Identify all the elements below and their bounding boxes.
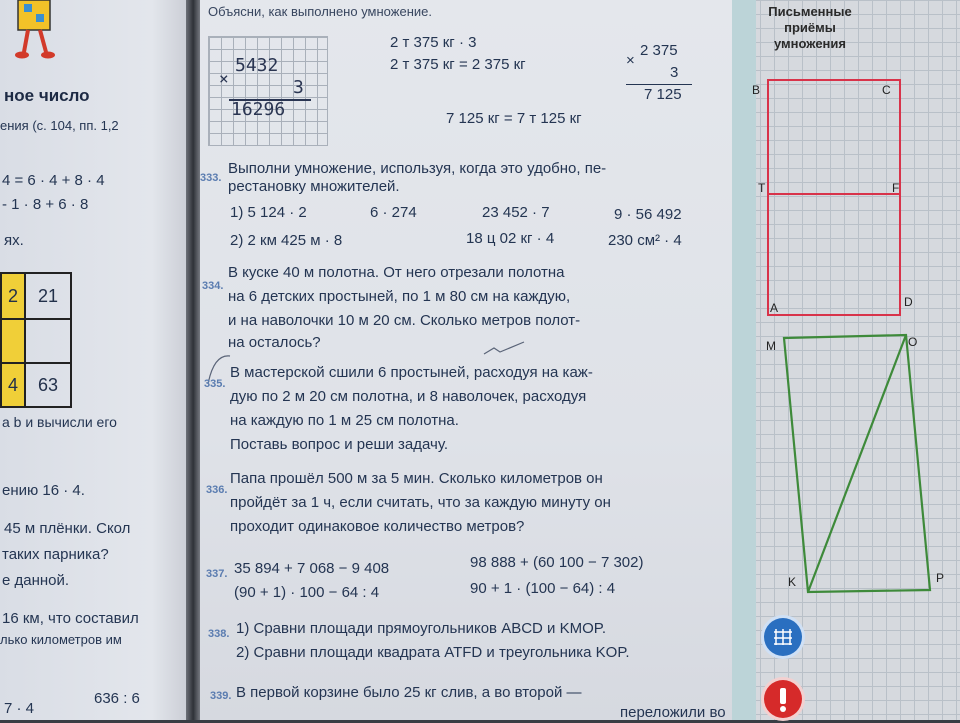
problem-333-expr: 9 · 56 492 xyxy=(614,206,682,223)
problem-number: 336. xyxy=(206,484,228,496)
cut-instruction: Объясни, как выполнено умножение. xyxy=(208,4,432,19)
left-line-f: 16 км, что составил xyxy=(2,610,139,627)
diagonal-ko xyxy=(808,335,906,592)
table-cell xyxy=(26,320,70,364)
problem-339-line: В первой корзине было 25 кг слив, а во второй — xyxy=(236,684,582,701)
problem-333-line: Выполни умножение, используя, когда это удобно, пе- xyxy=(228,160,607,177)
table-cell: 2 xyxy=(2,274,26,320)
vertex-label: F xyxy=(892,181,900,195)
column-times-sign: × xyxy=(626,52,635,69)
left-page xyxy=(0,0,190,720)
vertex-label: M xyxy=(766,339,776,353)
problem-336-line: пройдёт за 1 ч, если считать, что за каждую минуту он xyxy=(230,494,611,511)
left-word: ях. xyxy=(4,232,24,249)
column-multiplicand: 2 375 xyxy=(640,42,678,59)
problem-335-line: на каждую по 1 м 25 см полотна. xyxy=(230,412,459,429)
problem-333-expr: 6 · 274 xyxy=(370,204,417,221)
grid-multiplier: 3 xyxy=(293,77,304,98)
problem-333-expr: 18 ц 02 кг · 4 xyxy=(466,230,555,247)
left-equation-1: 4 = 6 · 4 + 8 · 4 xyxy=(2,172,105,189)
table-cell xyxy=(2,320,26,364)
grid-icon xyxy=(764,618,802,656)
problem-333-expr: 1) 5 124 · 2 xyxy=(230,204,307,221)
left-ref-line: ения (с. 104, пп. 1,2 xyxy=(0,118,119,133)
exclamation-icon xyxy=(764,680,802,718)
cartoon-character-illustration xyxy=(10,0,70,62)
problem-number: 335. xyxy=(204,378,226,390)
problem-334-line: и на наволочки 10 м 20 см. Сколько метров полот- xyxy=(228,312,581,329)
problem-number: 338. xyxy=(208,628,230,640)
grid-result: 16296 xyxy=(231,99,286,120)
problem-334-line: на осталось? xyxy=(228,334,321,351)
problem-339-line: переложили во xyxy=(620,704,726,720)
problem-number: 339. xyxy=(210,690,232,702)
problem-336-line: проходит одинаковое количество метров? xyxy=(230,518,525,535)
problem-number: 334. xyxy=(202,280,224,292)
table-cell: 63 xyxy=(37,375,59,395)
sidebar-title-line: Письменные xyxy=(768,4,852,19)
vertex-label: B xyxy=(752,83,761,97)
vertex-label: O xyxy=(908,335,918,349)
sidebar-title-line: умножения xyxy=(773,36,846,51)
problem-335-line: В мастерской сшили 6 простыней, расходуя на каж- xyxy=(230,364,593,381)
grid-button[interactable] xyxy=(764,618,802,656)
left-line-g: лько километров им xyxy=(0,632,122,647)
problem-336-line: Папа прошёл 500 м за 5 мин. Сколько километров он xyxy=(230,470,603,487)
left-heading: ное число xyxy=(4,86,90,105)
left-bottom-expr-1: 7 · 4 xyxy=(4,700,35,717)
vertex-label: D xyxy=(904,295,913,309)
sidebar-title-line: приёмы xyxy=(784,20,836,35)
problem-335-line: дую по 2 м 20 см полотна, и 8 наволочек, расходуя xyxy=(230,388,587,405)
vertex-label: K xyxy=(788,575,797,589)
table-cell: 21 xyxy=(26,274,70,320)
problem-334-line: В куске 40 м полотна. От него отрезали полотна xyxy=(228,264,565,281)
problem-number: 333. xyxy=(200,172,222,184)
problem-333-expr: 2) 2 км 425 м · 8 xyxy=(230,232,343,249)
example-row-3: 7 125 кг = 7 т 125 кг xyxy=(446,110,582,127)
vertex-label: P xyxy=(936,571,945,585)
left-line-b: ению 16 · 4. xyxy=(2,482,85,499)
pencil-check-mark xyxy=(480,340,530,360)
vertex-label: C xyxy=(882,83,891,97)
column-multiplier: 3 xyxy=(670,64,679,81)
column-result: 7 125 xyxy=(644,86,682,103)
left-line-d: таких парника? xyxy=(2,546,109,563)
problem-338-line: 2) Сравни площади квадрата ATFD и треугольника KOP. xyxy=(236,644,630,661)
problem-333-expr: 230 см² · 4 xyxy=(608,232,682,249)
problem-334-line: на 6 детских простыней, по 1 м 80 см на каждую, xyxy=(228,288,571,305)
example-row-2: 2 т 375 кг = 2 375 кг xyxy=(390,56,526,73)
left-bottom-expr-2: 636 : 6 xyxy=(94,690,140,707)
problem-333-expr: 23 452 · 7 xyxy=(482,204,550,221)
problem-335-line: Поставь вопрос и реши задачу. xyxy=(230,436,449,453)
problem-337-expr: 98 888 + (60 100 − 7 302) xyxy=(470,554,644,571)
left-equation-2: - 1 · 8 + 6 · 8 xyxy=(2,196,89,213)
vertex-label: A xyxy=(770,301,779,315)
column-underline xyxy=(626,84,692,85)
handwritten-grid xyxy=(208,36,328,146)
example-row-1: 2 т 375 кг · 3 xyxy=(390,34,477,51)
geometry-figures xyxy=(732,0,960,720)
alert-button[interactable] xyxy=(764,680,802,718)
problem-number: 337. xyxy=(206,568,228,580)
left-line-e: е данной. xyxy=(2,572,70,589)
main-page xyxy=(200,0,735,720)
table-cell: 4 xyxy=(2,364,26,406)
left-line-c: 45 м плёнки. Скол xyxy=(4,520,131,537)
problem-337-expr: 35 894 + 7 068 − 9 408 xyxy=(234,560,390,577)
problem-337-expr: (90 + 1) · 100 − 64 : 4 xyxy=(234,584,380,601)
grid-multiplicand: 5432 xyxy=(235,55,279,76)
left-table xyxy=(0,272,72,408)
left-line-a: a b и вычисли его xyxy=(2,414,117,430)
rectangle-abcd xyxy=(768,80,900,315)
problem-337-expr: 90 + 1 · (100 − 64) : 4 xyxy=(470,580,616,597)
vertex-label: T xyxy=(758,181,766,195)
problem-333-line: рестановку множителей. xyxy=(228,178,400,195)
grid-times-sign: × xyxy=(219,69,229,88)
problem-338-line: 1) Сравни площади прямоугольников ABCD и KMOP. xyxy=(236,620,606,637)
